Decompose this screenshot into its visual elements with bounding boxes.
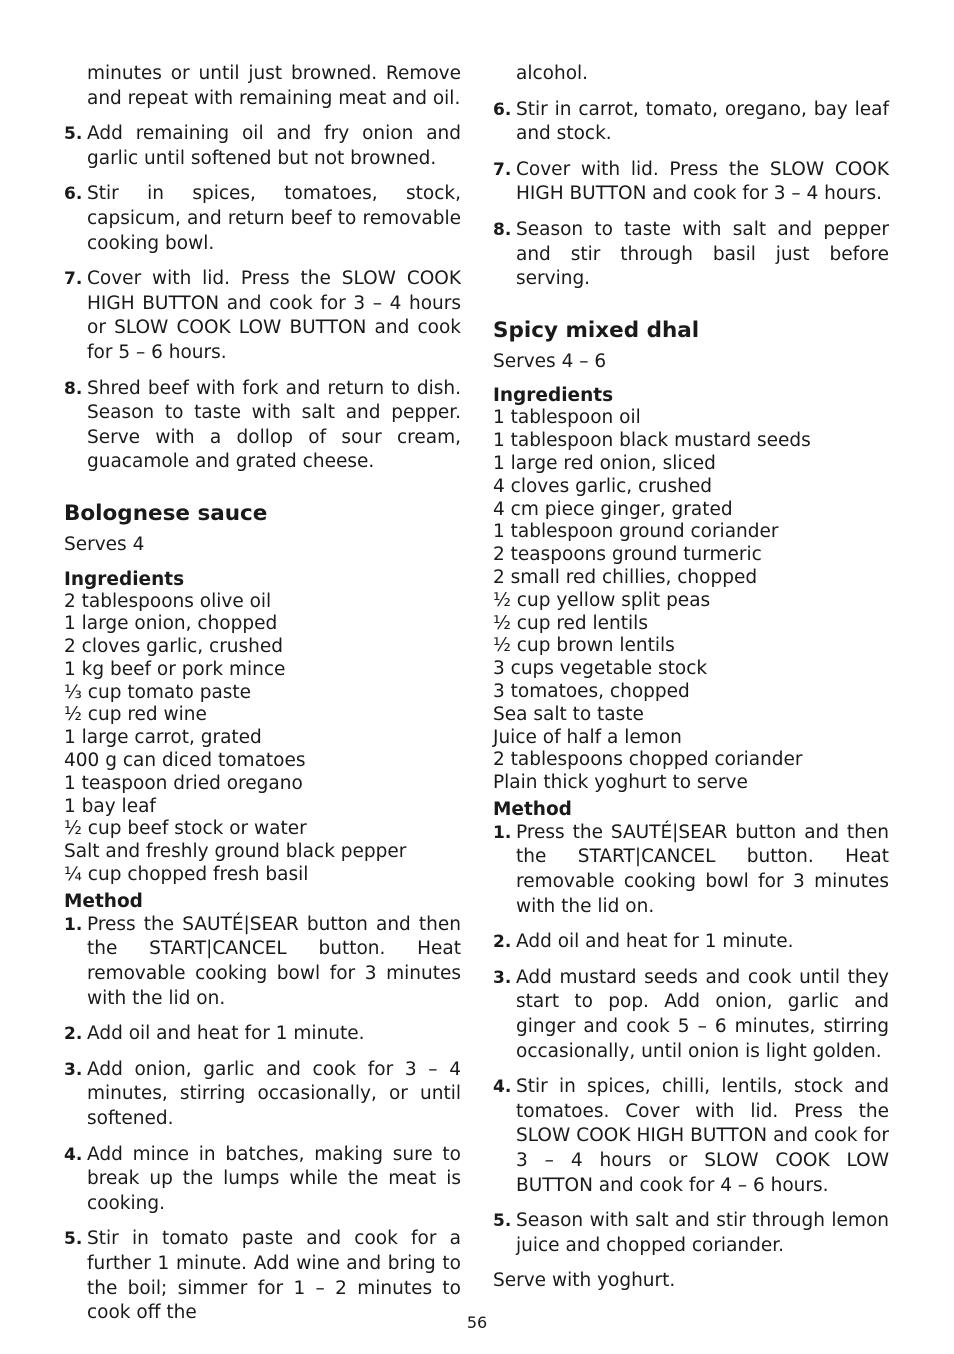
ingredient-item: 2 tablespoons chopped coriander (493, 749, 803, 771)
ingredient-item: 2 small red chillies, chopped (493, 566, 758, 588)
method-step (64, 122, 461, 171)
ingredient-item: Juice of half a lemon (493, 726, 682, 748)
continued-step-text: minutes or until just browned. Remove and repeat with remaining meat and oil. (87, 63, 461, 109)
serving-note: Serve with yoghurt. (493, 1270, 676, 1292)
ingredients-heading: Ingredients (493, 385, 614, 407)
ingredient-item: 400 g can diced tomatoes (64, 750, 306, 772)
method-step (64, 267, 461, 365)
step-text: Cover with lid. Press the SLOW COOK HIGH BUTTON and cook for 3 – 4 hours or SLOW COOK LOW BUTTON and cook for 5 – 6 hours. (87, 268, 461, 363)
ingredient-item: Plain thick yoghurt to serve (493, 772, 748, 794)
ingredients-heading: Ingredients (64, 568, 185, 590)
step-text: Add mustard seeds and cook until they start to pop. Add onion, garlic and ginger and cook 5 – 6 minutes, stirring occasionally, until onion is light golden. (516, 966, 889, 1062)
ingredient-item: 1 large red onion, sliced (493, 452, 716, 474)
step-text: Season with salt and stir through lemon juice and chopped coriander. (516, 1210, 889, 1256)
ingredient-item: ⅓ cup tomato paste (64, 681, 252, 703)
method-step (493, 930, 889, 955)
ingredient-item: ½ cup brown lentils (493, 635, 675, 657)
step-number: 1. (493, 822, 512, 843)
step-number: 8. (493, 219, 512, 240)
method-step (64, 182, 461, 256)
continued-step-text: alcohol. (516, 63, 589, 84)
ingredient-item: ½ cup red lentils (493, 612, 648, 634)
ingredient-item: 1 tablespoon ground coriander (493, 521, 779, 543)
left-column (64, 62, 461, 1337)
step-text: Stir in spices, chilli, lentils, stock and tomatoes. Cover with lid. Press the SLOW COOK HIGH BUTTON and cook for 3 – 4 hours or SLOW COOK LOW BUTTON and cook for 4 – 6 hours. (516, 1076, 889, 1196)
step-text: Season to taste with salt and pepper and stir through basil just before serving. (516, 218, 889, 290)
step-text: Shred beef with fork and return to dish. Season to taste with salt and pepper. Serve with a dollop of sour cream, guacamole and grated cheese. (87, 377, 461, 473)
step-number: 5. (64, 124, 83, 145)
step-number: 2. (493, 932, 512, 953)
step-number: 1. (64, 914, 83, 935)
step-number: 5. (493, 1211, 512, 1232)
step-number: 7. (64, 269, 83, 290)
right-column (493, 62, 889, 1294)
step-number: 7. (493, 159, 512, 180)
step-number: 8. (64, 378, 83, 399)
ingredient-item: 2 cloves garlic, crushed (64, 636, 284, 658)
step-number: 3. (64, 1059, 83, 1080)
ingredient-item: 2 tablespoons olive oil (64, 590, 272, 612)
method-step (64, 377, 461, 475)
step-text: Stir in spices, tomatoes, stock, capsicum, and return beef to removable cooking bowl. (87, 183, 461, 254)
method-step (64, 1143, 461, 1217)
ingredient-item: ½ cup beef stock or water (64, 818, 307, 840)
step-text: Stir in carrot, tomato, oregano, bay leaf and stock. (516, 98, 889, 145)
ingredient-item: 4 cm piece ginger, grated (493, 498, 733, 520)
ingredients-list (64, 591, 461, 887)
ingredient-item: 4 cloves garlic, crushed (493, 475, 713, 497)
ingredient-item: 1 kg beef or pork mince (64, 658, 286, 680)
ingredient-item: 3 cups vegetable stock (493, 658, 708, 680)
method-heading: Method (64, 890, 143, 912)
step-number: 6. (64, 184, 83, 205)
ingredient-item: ¼ cup chopped fresh basil (64, 864, 309, 886)
step-text: Add mince in batches, making sure to break up the lumps while the meat is cooking. (87, 1143, 461, 1214)
step-text: Stir in tomato paste and cook for a further 1 minute. Add wine and bring to the boil; simmer for 1 – 2 minutes to cook off the (87, 1228, 461, 1324)
step-number: 5. (64, 1229, 83, 1250)
step-text: Add remaining oil and fry onion and garlic until softened but not browned. (87, 123, 461, 169)
step-text: Press the SAUTÉ|SEAR button and then the START|CANCEL button. Heat removable cooking bowl for 3 minutes with the lid on. (87, 913, 461, 1009)
method-heading: Method (493, 798, 572, 820)
ingredient-item: ½ cup red wine (64, 704, 207, 726)
recipe-title: Spicy mixed dhal (493, 317, 700, 343)
ingredient-item: 1 large carrot, grated (64, 727, 262, 749)
method-step (64, 913, 461, 1011)
ingredient-item: 3 tomatoes, chopped (493, 680, 690, 702)
ingredient-item: 1 teaspoon dried oregano (64, 772, 303, 794)
method-step (493, 158, 889, 207)
step-text: Add oil and heat for 1 minute. (87, 1023, 365, 1045)
ingredient-item: ½ cup yellow split peas (493, 589, 711, 611)
method-step (493, 218, 889, 292)
recipe-title: Bolognese sauce (64, 500, 268, 526)
method-step (493, 1209, 889, 1258)
step-text: Add oil and heat for 1 minute. (516, 931, 794, 953)
ingredient-item: 1 tablespoon black mustard seeds (493, 430, 811, 452)
step-text: Cover with lid. Press the SLOW COOK HIGH BUTTON and cook for 3 – 4 hours. (516, 158, 889, 205)
step-text: Press the SAUTÉ|SEAR button and then the START|CANCEL button. Heat removable cooking bowl for 3 minutes with the lid on. (516, 821, 889, 917)
ingredient-item: 1 tablespoon oil (493, 407, 641, 429)
step-number: 2. (64, 1024, 83, 1045)
method-step (64, 1227, 461, 1325)
method-step (493, 1075, 889, 1198)
ingredient-item: Sea salt to taste (493, 703, 644, 725)
step-text: Add onion, garlic and cook for 3 – 4 minutes, stirring occasionally, or until softened. (87, 1058, 461, 1130)
method-step (64, 1022, 461, 1047)
step-number: 6. (493, 99, 512, 120)
method-step (493, 966, 889, 1064)
method-step (64, 1058, 461, 1132)
method-step (493, 821, 889, 919)
ingredient-item: 1 large onion, chopped (64, 613, 278, 635)
recipe-serves: Serves 4 (64, 533, 145, 555)
ingredient-item: Salt and freshly ground black pepper (64, 841, 407, 863)
page-number: 56 (466, 1313, 488, 1332)
method-step (493, 98, 889, 147)
recipe-serves: Serves 4 – 6 (493, 350, 607, 372)
ingredient-item: 1 bay leaf (64, 795, 156, 817)
step-number: 4. (493, 1077, 512, 1098)
ingredient-item: 2 teaspoons ground turmeric (493, 544, 762, 566)
ingredients-list (493, 407, 889, 795)
step-number: 3. (493, 967, 512, 988)
step-number: 4. (64, 1144, 83, 1165)
